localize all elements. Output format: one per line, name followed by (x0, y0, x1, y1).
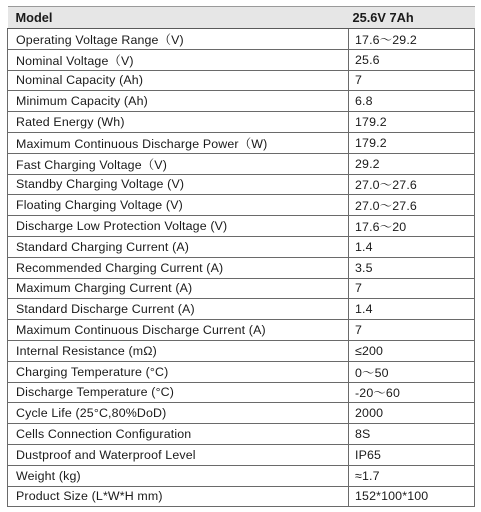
param-value: ≤200 (349, 340, 475, 361)
param-value: 7 (349, 320, 475, 341)
param-name: Charging Temperature (°C) (8, 361, 349, 382)
table-row (8, 29, 475, 50)
param-value: 152*100*100 (349, 486, 475, 507)
param-name: Fast Charging Voltage（V) (8, 153, 349, 174)
table-row (8, 465, 475, 486)
table-row (8, 278, 475, 299)
param-name: Cells Connection Configuration (8, 424, 349, 445)
param-value: 7 (349, 70, 475, 91)
table-row (8, 424, 475, 445)
param-value: 27.0～27.6 (349, 174, 475, 195)
param-name: Floating Charging Voltage (V) (8, 195, 349, 216)
table-row (8, 299, 475, 320)
param-value: 27.0～27.6 (349, 195, 475, 216)
table-row (8, 320, 475, 341)
param-value: 1.4 (349, 236, 475, 257)
param-value: 3.5 (349, 257, 475, 278)
table-body (8, 29, 475, 507)
param-name: Nominal Capacity (Ah) (8, 70, 349, 91)
param-name: Standard Charging Current (A) (8, 236, 349, 257)
param-name: Internal Resistance (mΩ) (8, 340, 349, 361)
table-row (8, 340, 475, 361)
param-value: 25.6 (349, 49, 475, 70)
param-name: Nominal Voltage（V) (8, 49, 349, 70)
table-row (8, 444, 475, 465)
param-value: 6.8 (349, 91, 475, 112)
param-value: 179.2 (349, 112, 475, 133)
param-name: Discharge Temperature (°C) (8, 382, 349, 403)
table-row (8, 153, 475, 174)
table-row (8, 174, 475, 195)
param-value: IP65 (349, 444, 475, 465)
table-row (8, 132, 475, 153)
table-row (8, 112, 475, 133)
table-row (8, 195, 475, 216)
param-value: 17.6～29.2 (349, 29, 475, 50)
param-name: Rated Energy (Wh) (8, 112, 349, 133)
param-value: 8S (349, 424, 475, 445)
param-value: 29.2 (349, 153, 475, 174)
table-row (8, 236, 475, 257)
param-name: Discharge Low Protection Voltage (V) (8, 216, 349, 237)
table-row (8, 403, 475, 424)
param-name: Cycle Life (25°C,80%DoD) (8, 403, 349, 424)
table-row (8, 382, 475, 403)
param-name: Maximum Continuous Discharge Power（W) (8, 132, 349, 153)
table-row (8, 91, 475, 112)
model-header-value: 25.6V 7Ah (349, 7, 475, 29)
param-name: Maximum Continuous Discharge Current (A) (8, 320, 349, 341)
table-row (8, 361, 475, 382)
table-row (8, 49, 475, 70)
param-value: 2000 (349, 403, 475, 424)
table-header-row (8, 7, 475, 29)
param-name: Standby Charging Voltage (V) (8, 174, 349, 195)
param-value: ≈1.7 (349, 465, 475, 486)
param-name: Product Size (L*W*H mm) (8, 486, 349, 507)
param-name: Operating Voltage Range（V) (8, 29, 349, 50)
spec-sheet (7, 6, 474, 507)
param-value: 0～50 (349, 361, 475, 382)
table-row (8, 486, 475, 507)
table-row (8, 257, 475, 278)
param-value: -20～60 (349, 382, 475, 403)
param-value: 17.6～20 (349, 216, 475, 237)
table-row (8, 216, 475, 237)
param-name: Maximum Charging Current (A) (8, 278, 349, 299)
specification-table (7, 6, 475, 507)
param-value: 1.4 (349, 299, 475, 320)
param-value: 7 (349, 278, 475, 299)
param-name: Standard Discharge Current (A) (8, 299, 349, 320)
param-name: Dustproof and Waterproof Level (8, 444, 349, 465)
param-name: Recommended Charging Current (A) (8, 257, 349, 278)
param-name: Weight (kg) (8, 465, 349, 486)
param-name: Minimum Capacity (Ah) (8, 91, 349, 112)
table-row (8, 70, 475, 91)
param-value: 179.2 (349, 132, 475, 153)
model-header-label: Model (8, 7, 349, 29)
